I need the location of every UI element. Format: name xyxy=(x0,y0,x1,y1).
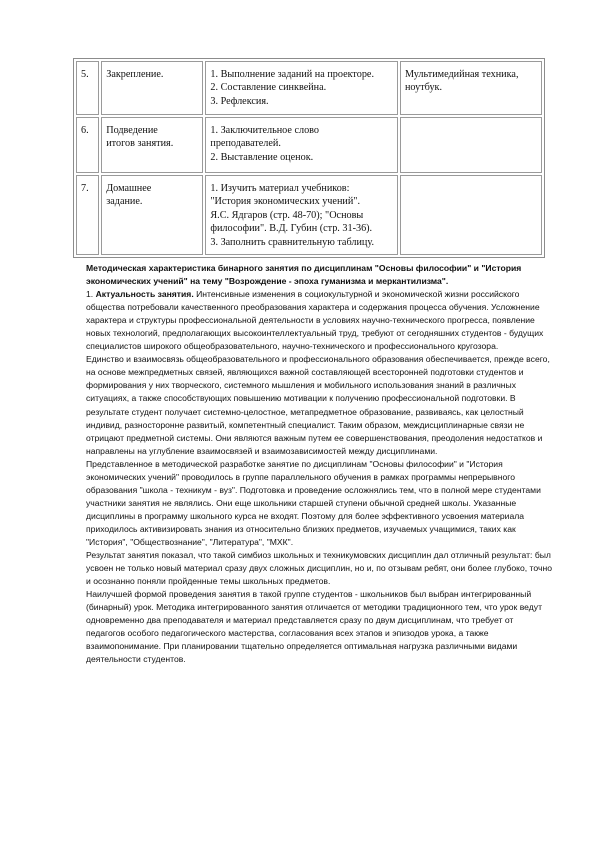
section-1-title: Актуальность занятия. xyxy=(95,289,194,300)
equipment-cell: Мультимедийная техника, ноутбук. xyxy=(400,61,542,115)
paragraph: Наилучшей формой проведения занятия в такой группе студентов - школьников был выбран интегрированный (бинарный) урок. Методика интегрированного занятия отличается от методики традиционного тем, что урок ведут одновременно два преподавателя и материал представляется сразу по двум дисциплинам, что требует от педагогов особого педагогического мастерства, согласования всех этапов и эпизодов урока, а также взаимопонимание. При планировании тщательно определяется оптимальная нагрузка различными видами деятельности студентов. xyxy=(86,589,543,665)
stage-cell: Домашнее задание. xyxy=(101,175,203,255)
stage-cell: Закрепление. xyxy=(101,61,203,115)
table-row xyxy=(76,175,542,255)
lesson-plan-table xyxy=(73,58,545,258)
content-cell: 1. Заключительное слово преподавателей. 2. Выставление оценок. xyxy=(205,117,398,173)
row-number: 7. xyxy=(76,175,99,255)
paragraph: Результат занятия показал, что такой симбиоз школьных и техникумовских дисциплин дал отличный результат: был усвоен не только новый материал сразу двух сложных дисциплин, но и, по отзывам ребят, они более глубоко, точно и осознанно поняли пройденные темы школьных предметов. xyxy=(86,550,552,587)
section-1-text: Интенсивные изменения в социокультурной и экономической жизни российского общества потребовали качественного преобразования характера и содержания процесса обучения. Усложнение характера и структуры профессиональной деятельности в условиях научно-технического прогресса, появление новых технологий, предполагающих высокоинтеллектуальный труд, требуют от сегодняшних студентов - будущих специалистов широкого общеобразовательного, научно-технического и профессионального кругозора. xyxy=(86,289,544,352)
content-cell: 1. Выполнение заданий на проекторе. 2. Составление синквейна. 3. Рефлексия. xyxy=(205,61,398,115)
row-number: 6. xyxy=(76,117,99,173)
paragraph: Представленное в методической разработке занятие по дисциплинам "Основы философии" и "История экономических учений" проводилось в группе параллельного обучения в рамках программы непрерывного образования "школа - техникум - вуз". Подготовка и проведение осложнялись тем, что в полной мере студентами участники занятия не являлись. Они еще школьники старшей ступени обычной средней школы. Указанные дисциплины в программу школьного курса не входят. Поэтому для более эффективного усвоения материала приходилось активизировать знания из относительно близких предметов, изучаемых учащимися, таких как "История", "Обществознание", "Литература", "МХК". xyxy=(86,458,541,547)
section-heading: Методическая характеристика бинарного занятия по дисциплинам "Основы философии" и "История экономических учений" на тему "Возрождение - эпоха гуманизма и меркантилизма". xyxy=(86,263,522,287)
section-1-paragraph xyxy=(86,288,552,353)
paragraph: Единство и взаимосвязь общеобразовательного и профессионального образования обеспечивается, прежде всего, на основе межпредметных связей, являющихся важной составляющей всесторонней подготовки студентов и формирования у них творческого, системного мышления и мобильного использования знаний в различных ситуациях, а также способствующих повышению мотивации к получению профессиональной подготовки. В результате студент получает системно-целостное, метапредметное образование, развиваясь, как целостный индивид, разносторонне развитый, компетентный специалист. Таким образом, междисциплинарные связи не отрицают предметной системы. Они являются важным путем ее совершенствования, преодоления недостатков и направлены на углубление взаимосвязей и взаимозависимостей между дисциплинами. xyxy=(86,354,550,456)
section-1-number: 1. xyxy=(86,289,94,300)
table-row xyxy=(76,61,542,115)
methodical-text xyxy=(86,262,552,666)
stage-cell: Подведение итогов занятия. xyxy=(101,117,203,173)
content-cell: 1. Изучить материал учебников: "История экономических учений". Я.С. Ядгаров (стр. 48-70); "Основы философии". В.Д. Губин (стр. 31-36). 3. Заполнить сравнительную таблицу. xyxy=(205,175,398,255)
table-row xyxy=(76,117,542,173)
equipment-cell xyxy=(400,175,542,255)
row-number: 5. xyxy=(76,61,99,115)
equipment-cell xyxy=(400,117,542,173)
